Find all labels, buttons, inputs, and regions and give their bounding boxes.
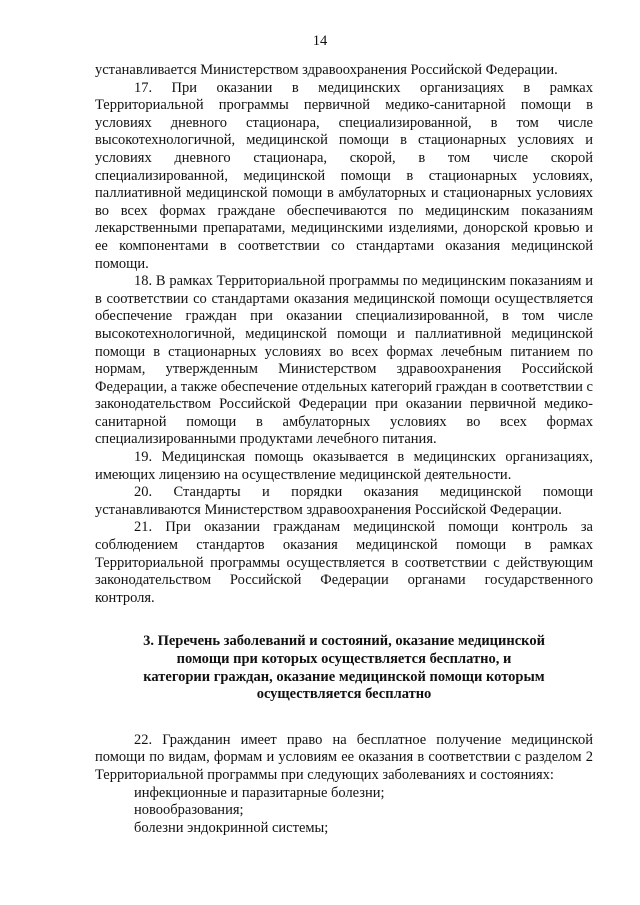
- intro-line: устанавливается Министерством здравоохранения Российской Федерации.: [95, 62, 558, 78]
- paragraph-21: 21. При оказании гражданам медицинской помощи контроль за соблюдением стандартов оказания медицинской помощи в рамках Территориальной программы осуществляется в соответствии с действующим законодательством Российской Федерации органами государственного контроля.: [95, 519, 593, 606]
- paragraph-22: 22. Гражданин имеет право на бесплатное получение медицинской помощи по видам, формам и условиям ее оказания в соответствии с разделом 2 Территориальной программы при следующих заболеваниях и состояниях:: [95, 731, 593, 783]
- document-body: [95, 62, 593, 837]
- page-number: 14: [312, 33, 328, 49]
- paragraph-18: 18. В рамках Территориальной программы по медицинским показаниям и в соответствии со стандартами оказания медицинской помощи осуществляется обеспечение граждан при оказании специализированной, в том числе высокотехнологичной, медицинской помощи и паллиативной медицинской помощи в стационарных условиях во всех формах лечебным питанием по нормам, утвержденным Министерством здравоохранения Российской Федерации, а также обеспечение отдельных категорий граждан в соответствии с законодательством Российской Федерации при оказании первичной медико-санитарной помощи в амбулаторных условиях во всех формах специализированными продуктами лечебного питания.: [95, 273, 593, 448]
- paragraph-17: 17. При оказании в медицинских организациях в рамках Территориальной программы первичной медико-санитарной помощи в условиях дневного стационара, специализированной, в том числе высокотехнологичной, медицинской помощи в стационарных условиях и условиях дневного стационара, скорой, в том числе скорой специализированной, медицинской помощи в стационарных условиях, паллиативной медицинской помощи в амбулаторных и стационарных условиях во всех формах граждане обеспечиваются по медицинским показаниям лекарственными препаратами, медицинскими изделиями, донорской кровью и ее компонентами в соответствии со стандартами оказания медицинской помощи.: [95, 79, 593, 272]
- paragraph-20: 20. Стандарты и порядки оказания медицинской помощи устанавливаются Министерством здравоохранения Российской Федерации.: [95, 484, 593, 518]
- condition-list-item: инфекционные и паразитарные болезни;: [134, 784, 385, 801]
- paragraph-19: 19. Медицинская помощь оказывается в медицинских организациях, имеющих лицензию на осуществление медицинской деятельности.: [95, 449, 593, 483]
- condition-list-item: болезни эндокринной системы;: [134, 819, 329, 836]
- section-3-title: 3. Перечень заболеваний и состояний, оказание медицинской помощи при которых осуществляется бесплатно, и категории граждан, оказание медицинской помощи которым осуществляется бесплатно: [143, 633, 545, 703]
- condition-list-item: новообразования;: [134, 802, 244, 819]
